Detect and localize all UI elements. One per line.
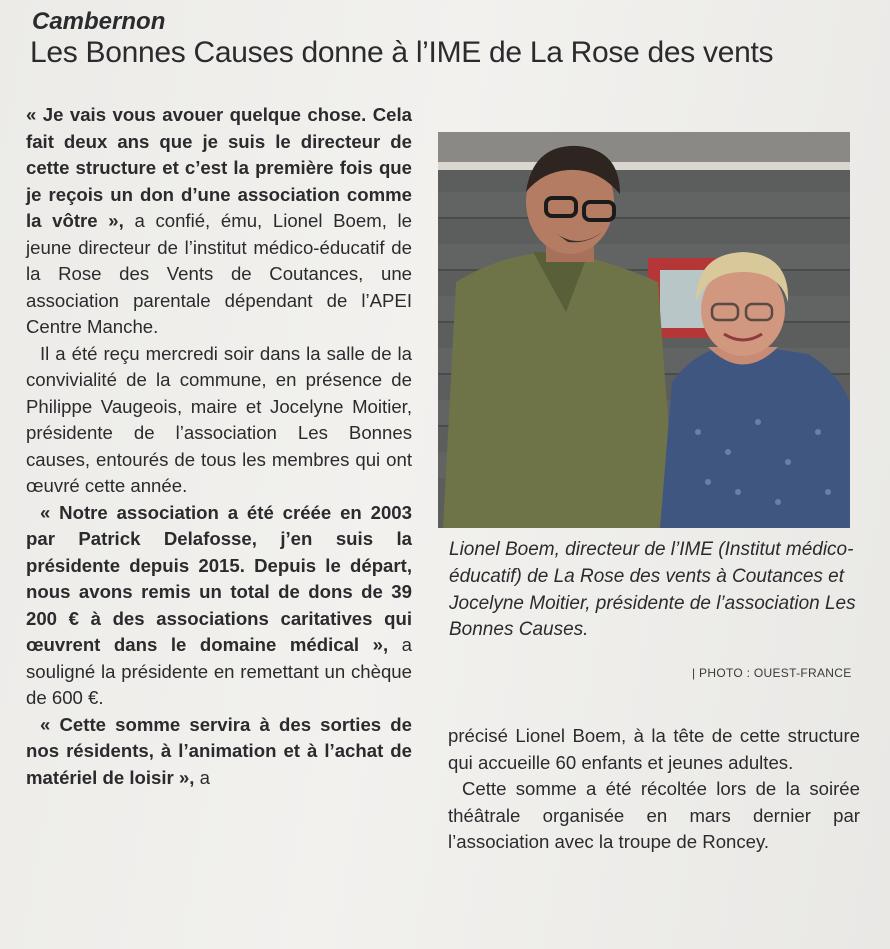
paragraph-4 [26,712,412,792]
photo-caption: Lionel Boem, directeur de l’IME (Institut médico-éducatif) de La Rose des vents à Coutances et Jocelyne Moitier, présidente de l’association Les Bonnes Causes. [449,539,856,641]
paragraph-3 [26,500,412,712]
article-column-right [448,723,860,856]
photo-credit: | PHOTO : OUEST-FRANCE [692,666,852,680]
paragraph-3-quote: « Notre association a été créée en 2003 par Patrick Delafosse, j’en suis la présidente depuis 2015. Depuis le départ, nous avons remis un total de dons de 39 200 € à des associations caritatives qui œuvrent dans le domaine médical », [26,501,412,655]
headline: Les Bonnes Causes donne à l’IME de La Rose des vents [30,36,774,69]
paragraph-4-text: a [194,766,210,788]
paragraph-1-quote: « Je vais vous avouer quelque chose. Cela fait deux ans que je suis le directeur de cette structure et c’est la première fois que je reçois un don d’une association comme la vôtre », [26,104,412,231]
paragraph-6: Cette somme a été récoltée lors de la soirée théâtrale organisée en mars dernier par l’association avec la troupe de Roncey. [448,778,860,852]
paragraph-4-quote: « Cette somme servira à des sorties de nos résidents, à l’animation et à l’achat de matériel de loisir », [26,713,412,788]
paragraph-1-text: a confié, ému, Lionel Boem, le jeune directeur de l’institut médico-éducatif de la Rose des Vents de Coutances, une association parentale dépendant de l’APEI Centre Manche. [26,210,412,337]
paragraph-2: Il a été reçu mercredi soir dans la salle de la convivialité de la commune, en présence de Philippe Vaugeois, maire et Jocelyne Moitier, présidente de l’association Les Bonnes causes, entourés de tous les membres qui ont œuvré cette année. [26,342,412,496]
paragraph-5: précisé Lionel Boem, à la tête de cette structure qui accueille 60 enfants et jeunes adultes. [448,725,860,773]
kicker-location: Cambernon [32,8,166,35]
paragraph-1 [26,102,412,341]
article-column-left [26,102,412,791]
paragraph-3-text: a souligné la présidente en remettant un chèque de 600 €. [26,634,412,708]
article-photo [438,132,850,528]
